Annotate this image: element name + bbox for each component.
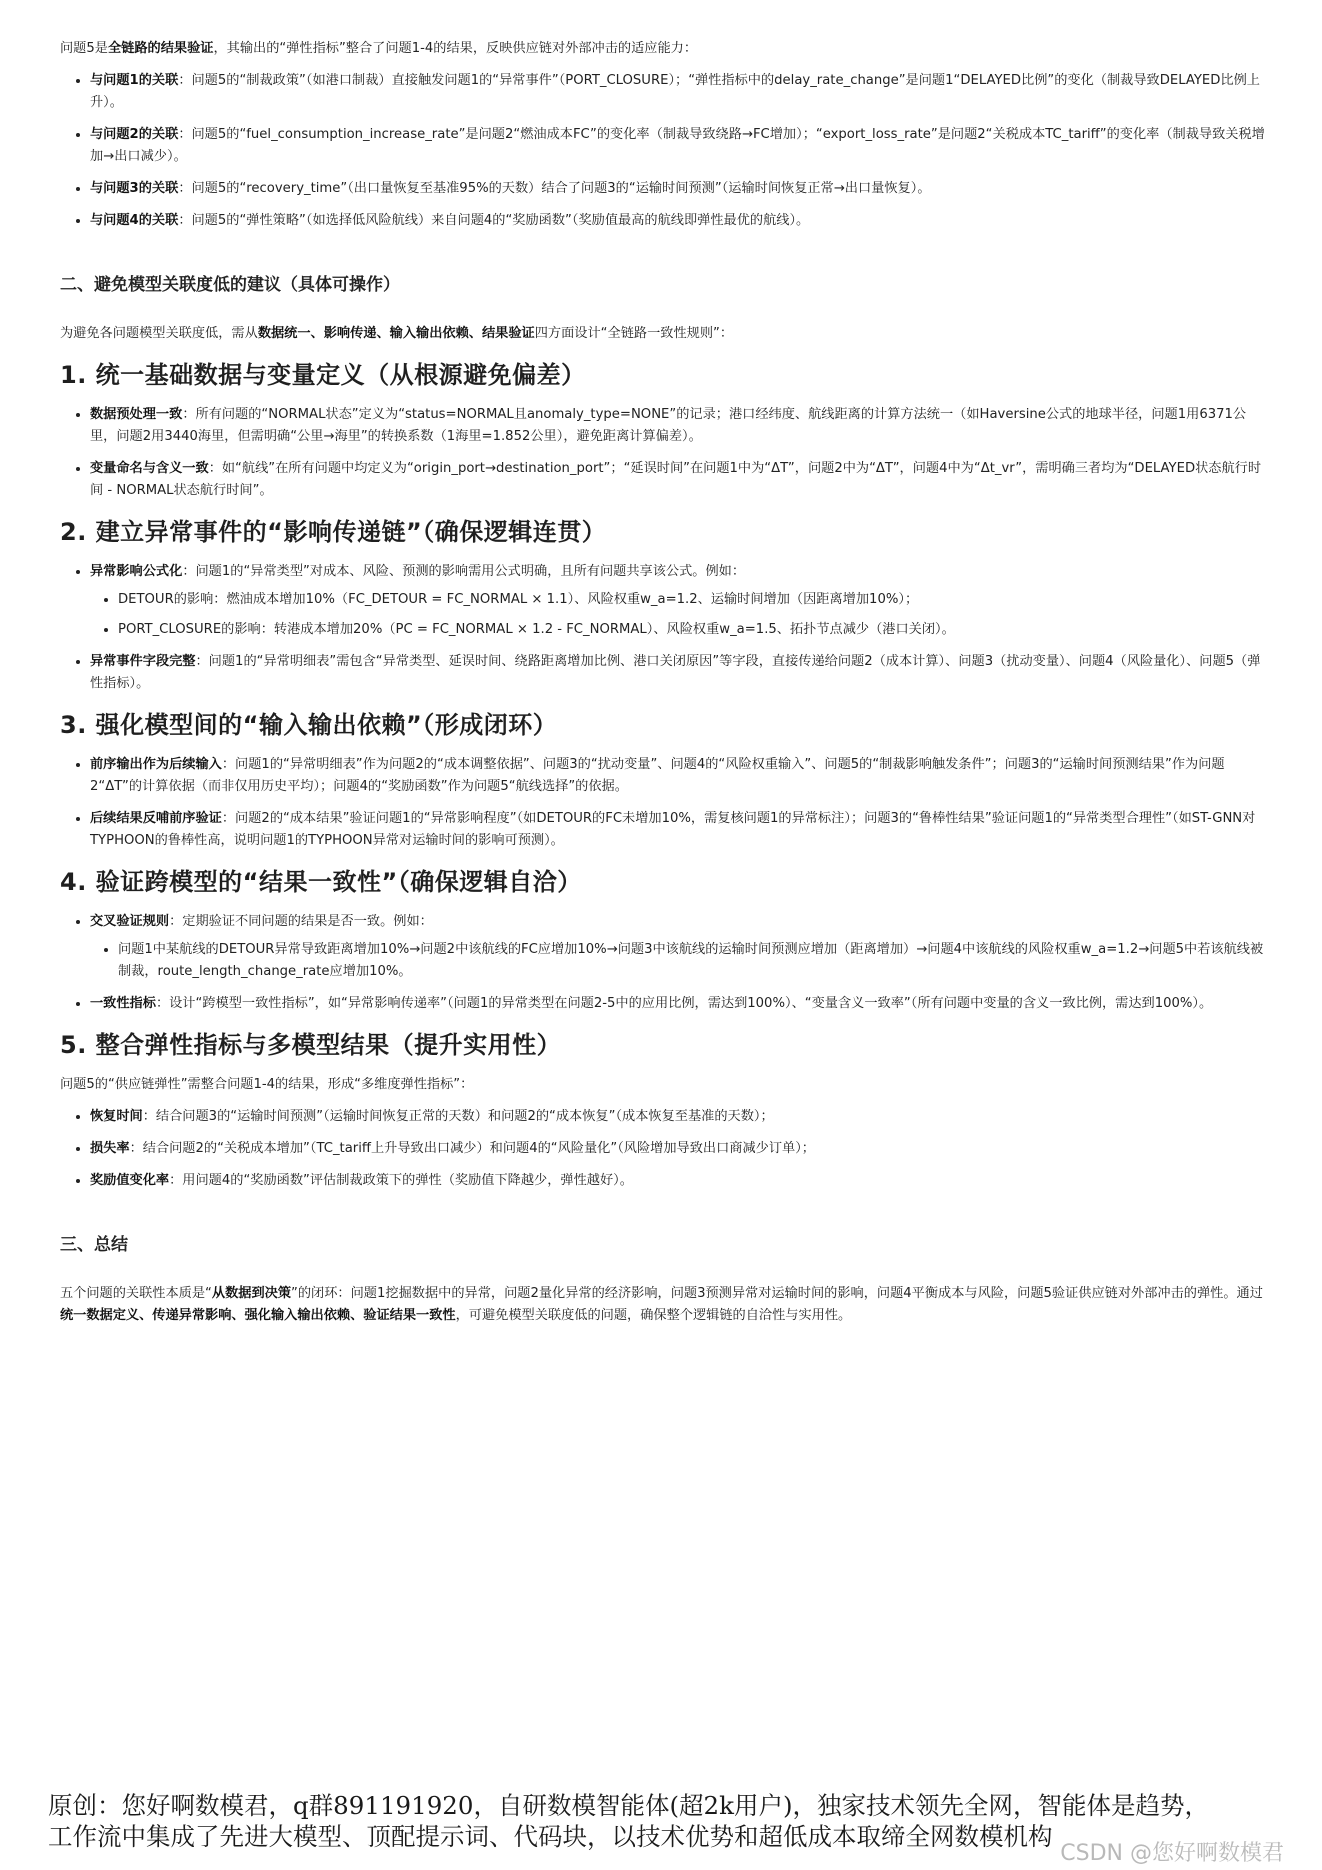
- item-label: 与问题3的关联: [90, 181, 179, 196]
- item-label: 奖励值变化率: [90, 1173, 170, 1188]
- footer-line: 原创：您好啊数模君，q群891191920，自研数模智能体(超2k用户)，独家技术领先全网，智能体是趋势，: [48, 1791, 1210, 1820]
- sub-list: [90, 589, 1270, 641]
- subsection-list: [60, 404, 1270, 502]
- item-label: 一致性指标: [90, 996, 156, 1011]
- subsection-list: [60, 911, 1270, 1015]
- list-item: [90, 808, 1270, 852]
- item-label: 损失率: [90, 1141, 130, 1156]
- item-text: ：问题2的“成本结果”验证问题1的“异常影响程度”（如DETOUR的FC未增加10%，需复核问题1的异常标注）；问题3的“鲁棒性结果”验证问题1的“异常类型合理性”（如ST-GNN对TYPHOON的鲁棒性高，说明问题1的TYPHOON异常对运输时间的影响可预测）。: [90, 811, 1256, 848]
- summary-bold: 统一数据定义、传递异常影响、强化输入输出依赖、验证结果一致性: [60, 1308, 456, 1323]
- subsection-list: [60, 1106, 1270, 1192]
- subsection-heading: 5. 整合弹性指标与多模型结果（提升实用性）: [60, 1031, 562, 1059]
- subsection-intro: 问题5的“供应链弹性”需整合问题1-4的结果，形成“多维度弹性指标”：: [60, 1077, 474, 1092]
- list-item: [90, 458, 1270, 502]
- section-heading: 二、避免模型关联度低的建议（具体可操作）: [60, 275, 400, 295]
- item-label: 与问题4的关联: [90, 213, 179, 228]
- list-item: [90, 561, 1270, 641]
- item-label: 交叉验证规则: [90, 914, 170, 929]
- summary-text: ”的闭环：问题1挖掘数据中的异常，问题2量化异常的经济影响，问题3预测异常对运输时间的影响，问题4平衡成本与风险，问题5验证供应链对外部冲击的弹性。通过: [291, 1286, 1263, 1301]
- item-text: ：问题5的“制裁政策”（如港口制裁）直接触发问题1的“异常事件”（PORT_CLOSURE）；“弹性指标中的delay_rate_change”是问题1“DELAYED比例”的变化（制裁导致DELAYED比例上升）。: [90, 73, 1260, 110]
- item-label: 变量命名与含义一致: [90, 461, 209, 476]
- list-item: [90, 210, 1270, 232]
- item-text: ：如“航线”在所有问题中均定义为“origin_port→destination_port”；“延误时间”在问题1中为“ΔT”，问题2中为“ΔT”，问题4中为“Δt_vr”，需明确三者均为“DELAYED状态航行时间 - NORMAL状态航行时间”。: [90, 461, 1262, 498]
- item-text: ：问题5的“recovery_time”（出口量恢复至基准95%的天数）结合了问题3的“运输时间预测”（运输时间恢复正常→出口量恢复）。: [178, 181, 931, 196]
- list-item: [90, 404, 1270, 448]
- item-label: 异常影响公式化: [90, 564, 183, 579]
- section-heading: 三、总结: [60, 1235, 128, 1255]
- item-text: ：设计“跨模型一致性指标”，如“异常影响传递率”（问题1的异常类型在问题2-5中的应用比例，需达到100%）、“变量含义一致率”（所有问题中变量的含义一致比例，需达到100%）。: [155, 996, 1213, 1011]
- subsection-heading: 4. 验证跨模型的“结果一致性”（确保逻辑自洽）: [60, 868, 582, 896]
- sub-list-item: • DETOUR的影响：燃油成本增加10%（FC_DETOUR = FC_NORMAL × 1.1）、风险权重w_a=1.2、运输时间增加（因距离增加10%）；: [118, 589, 1270, 611]
- list-item: [90, 178, 1270, 200]
- item-label: 恢复时间: [90, 1109, 143, 1124]
- list-item: [90, 70, 1270, 114]
- item-text: ：所有问题的“NORMAL状态”定义为“status=NORMAL且anomaly_type=NONE”的记录；港口经纬度、航线距离的计算方法统一（如Haversine公式的地球半径，问题1用6371公里，问题2用3440海里，但需明确“公里→海里”的转换系数（1海里=1.852公里），避免距离计算偏差）。: [90, 407, 1247, 444]
- csdn-watermark: CSDN @您好啊数模君: [1060, 1841, 1284, 1866]
- list-item: [90, 124, 1270, 168]
- sub-list: [90, 939, 1270, 983]
- list-item: [90, 911, 1270, 983]
- intro-text: 为避免各问题模型关联度低，需从: [60, 326, 258, 341]
- item-text: ：问题1的“异常明细表”作为问题2的“成本调整依据”、问题3的“扰动变量”、问题4的“风险权重输入”、问题5的“制裁影响触发条件”；问题3的“运输时间预测结果”作为问题2“ΔT”的计算依据（而非仅用历史平均）；问题4的“奖励函数”作为问题5“航线选择”的依据。: [90, 757, 1225, 794]
- item-label: 与问题2的关联: [90, 127, 179, 142]
- item-text: ：结合问题3的“运输时间预测”（运输时间恢复正常的天数）和问题2的“成本恢复”（成本恢复至基准的天数）；: [142, 1109, 774, 1124]
- item-text: ：问题1的“异常明细表”需包含“异常类型、延误时间、绕路距离增加比例、港口关闭原因”等字段，直接传递给问题2（成本计算）、问题3（扰动变量）、问题4（风险量化）、问题5（弹性指标）。: [90, 654, 1261, 691]
- summary-bold: 从数据到决策: [211, 1286, 292, 1301]
- item-text: ：问题1的“异常类型”对成本、风险、预测的影响需用公式明确，且所有问题共享该公式。例如：: [182, 564, 746, 579]
- item-label: 后续结果反哺前序验证: [90, 811, 222, 826]
- summary-paragraph: [60, 1283, 1270, 1327]
- summary-text: ，可避免模型关联度低的问题，确保整个逻辑链的自洽性与实用性。: [455, 1308, 852, 1323]
- list-item: [90, 1106, 1270, 1128]
- item-text: ：定期验证不同问题的结果是否一致。例如：: [169, 914, 433, 929]
- list-item: [90, 651, 1270, 695]
- intro-text: 问题5是: [60, 41, 108, 56]
- item-text: ：问题5的“弹性策略”（如选择低风险航线）来自问题4的“奖励函数”（奖励值最高的航线即弹性最优的航线）。: [178, 213, 810, 228]
- intro-text: 四方面设计“全链路一致性规则”：: [534, 326, 734, 341]
- subsection-heading: 2. 建立异常事件的“影响传递链”（确保逻辑连贯）: [60, 518, 607, 546]
- list-item: [90, 754, 1270, 798]
- sub-list-item: • 问题1中某航线的DETOUR异常导致距离增加10%→问题2中该航线的FC应增加10%→问题3中该航线的运输时间预测应增加（距离增加）→问题4中该航线的风险权重w_a=1.2→问题5中若该航线被制裁，route_length_change_rate应增加10%。: [118, 939, 1270, 983]
- section-intro: [60, 323, 1270, 345]
- subsection-list: [60, 561, 1270, 695]
- item-text: ：问题5的“fuel_consumption_increase_rate”是问题2“燃油成本FC”的变化率（制裁导致绕路→FC增加）；“export_loss_rate”是问题2“关税成本TC_tariff”的变化率（制裁导致关税增加→出口减少）。: [90, 127, 1265, 164]
- item-label: 与问题1的关联: [90, 73, 179, 88]
- summary-text: 五个问题的关联性本质是“: [60, 1286, 212, 1301]
- item-label: 异常事件字段完整: [90, 654, 196, 669]
- item-label: 数据预处理一致: [90, 407, 183, 422]
- subsection-heading: 1. 统一基础数据与变量定义（从根源避免偏差）: [60, 361, 586, 389]
- intro-paragraph: [60, 38, 1270, 60]
- sub-list-item: • PORT_CLOSURE的影响：转港成本增加20%（PC = FC_NORMAL × 1.2 - FC_NORMAL）、风险权重w_a=1.5、拓扑节点减少（港口关闭）。: [118, 619, 1270, 641]
- list-item: [90, 993, 1270, 1015]
- intro-bold: 数据统一、影响传递、输入输出依赖、结果验证: [257, 326, 535, 341]
- relations-list: [60, 70, 1270, 232]
- item-text: ：用问题4的“奖励函数”评估制裁政策下的弹性（奖励值下降越少，弹性越好）。: [169, 1173, 633, 1188]
- intro-text: ，其输出的“弹性指标”整合了问题1-4的结果，反映供应链对外部冲击的适应能力：: [213, 41, 698, 56]
- list-item: [90, 1170, 1270, 1192]
- intro-bold: 全链路的结果验证: [107, 41, 214, 56]
- footer-line: 工作流中集成了先进大模型、顶配提示词、代码块，以技术优势和超低成本取缔全网数模机构: [48, 1822, 1053, 1851]
- item-label: 前序输出作为后续输入: [90, 757, 222, 772]
- item-text: ：结合问题2的“关税成本增加”（TC_tariff上升导致出口减少）和问题4的“风险量化”（风险增加导致出口商减少订单）；: [129, 1141, 815, 1156]
- list-item: [90, 1138, 1270, 1160]
- article-body: [60, 38, 1270, 1337]
- subsection-heading: 3. 强化模型间的“输入输出依赖”（形成闭环）: [60, 711, 558, 739]
- subsection-list: [60, 754, 1270, 852]
